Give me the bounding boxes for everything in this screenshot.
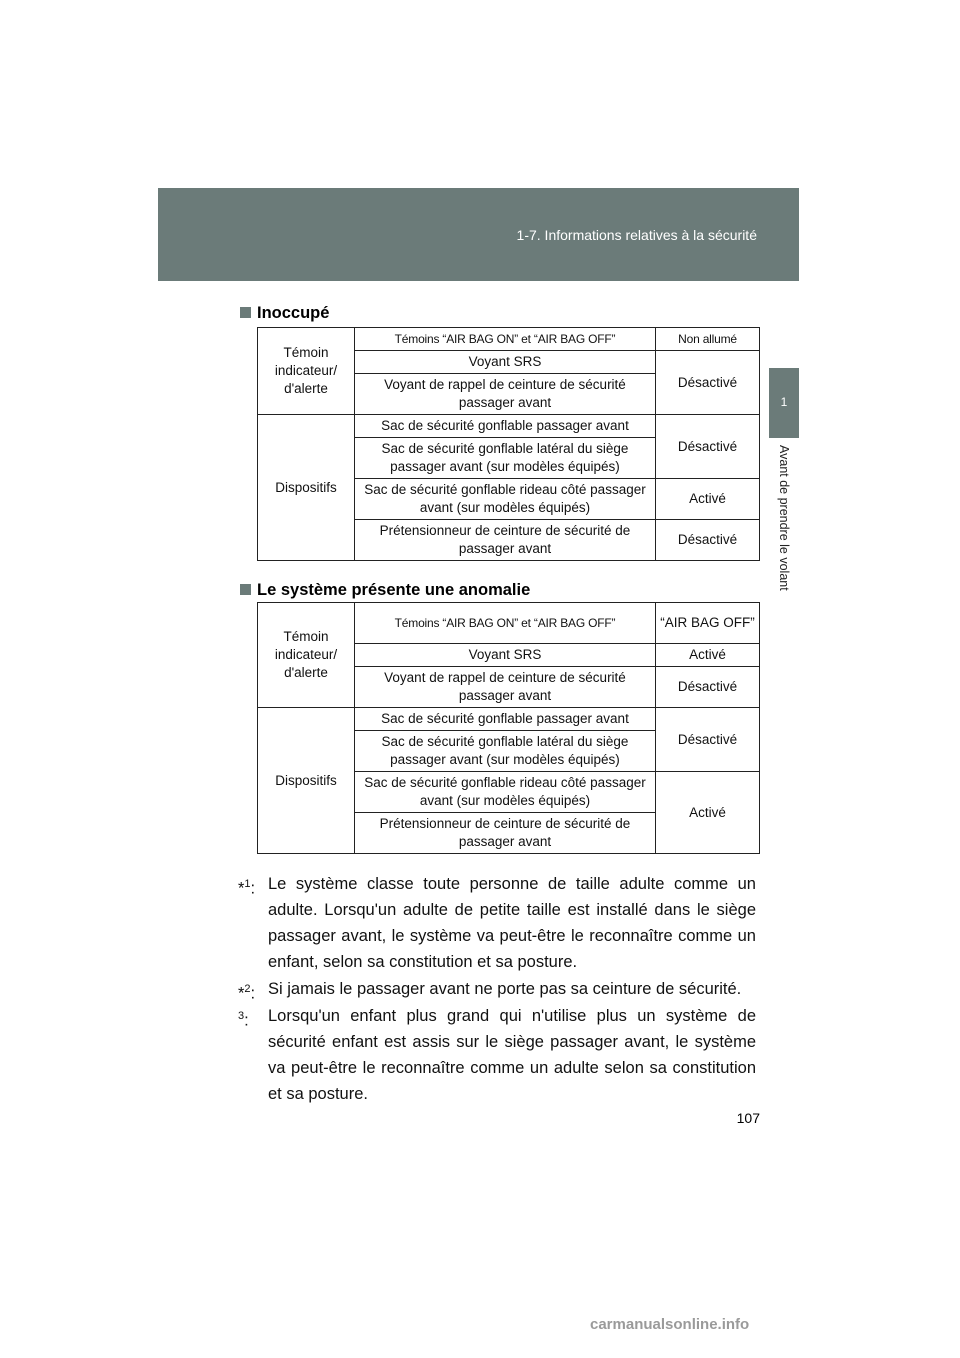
chapter-tab-number: 1 — [780, 395, 788, 409]
group-label-temoin: Témoin indicateur/ d'alerte — [258, 603, 355, 708]
chapter-title: 1-7. Informations relatives à la sécurité — [516, 227, 757, 243]
row-label: Voyant SRS — [355, 644, 656, 667]
section-heading-text: Le système présente une anomalie — [257, 581, 531, 599]
row-label: Sac de sécurité gonflable latéral du siège passager avant (sur modèles équipés) — [355, 438, 656, 479]
section-heading-anomalie — [240, 581, 530, 600]
footnote-1 — [238, 871, 756, 975]
group-label-dispositifs: Dispositifs — [258, 708, 355, 854]
row-value: Non allumé — [656, 328, 760, 351]
row-value: Désactivé — [656, 351, 760, 415]
square-bullet-icon — [240, 584, 251, 595]
row-value: Désactivé — [656, 708, 760, 772]
footnote-3 — [238, 1003, 756, 1107]
row-label: Prétensionneur de ceinture de sécurité de passager avant — [355, 813, 656, 854]
row-label: Sac de sécurité gonflable rideau côté passager avant (sur modèles équipés) — [355, 772, 656, 813]
section-heading-text: Inoccupé — [257, 304, 330, 322]
row-value: Désactivé — [656, 520, 760, 561]
footnote-mark: *$^1$: — [238, 878, 256, 898]
row-label: Sac de sécurité gonflable latéral du siège passager avant (sur modèles équipés) — [355, 731, 656, 772]
row-label: Témoins “AIR BAG ON” et “AIR BAG OFF” — [355, 603, 656, 644]
table-row — [258, 708, 760, 731]
table-row — [258, 603, 760, 644]
table-row — [258, 415, 760, 438]
footnote-2 — [238, 976, 756, 1002]
row-label: Témoins “AIR BAG ON” et “AIR BAG OFF” — [355, 328, 656, 351]
row-value: Désactivé — [656, 667, 760, 708]
footnote-mark: *$^2$: — [238, 983, 256, 1003]
chapter-side-label: Avant de prendre le volant — [777, 445, 791, 591]
group-label-dispositifs: Dispositifs — [258, 415, 355, 561]
table-row — [258, 328, 760, 351]
page-number: 107 — [736, 1110, 760, 1126]
row-label: Voyant SRS — [355, 351, 656, 374]
footnote-text: Si jamais le passager avant ne porte pas sa ceinture de sécurité. — [268, 980, 742, 998]
row-label: Sac de sécurité gonflable passager avant — [355, 708, 656, 731]
section-heading-inoccupe — [240, 304, 329, 323]
row-label: Voyant de rappel de ceinture de sécurité passager avant — [355, 667, 656, 708]
row-label: Sac de sécurité gonflable passager avant — [355, 415, 656, 438]
status-table-inoccupe — [257, 327, 760, 561]
chapter-header-bar — [158, 188, 799, 281]
square-bullet-icon — [240, 307, 251, 318]
row-value: Activé — [656, 479, 760, 520]
row-value: “AIR BAG OFF” — [656, 603, 760, 644]
row-label: Prétensionneur de ceinture de sécurité de passager avant — [355, 520, 656, 561]
row-value: Activé — [656, 772, 760, 854]
footnote-text: Le système classe toute personne de taille adulte comme un adulte. Lorsqu'un adulte de petite taille est installé dans le siège passager avant, le système va peut-être le reconnaître comme un enfant, selon sa constitution et sa posture. — [268, 875, 756, 971]
watermark: carmanualsonline.info — [590, 1316, 750, 1333]
row-label: Voyant de rappel de ceinture de sécurité passager avant — [355, 374, 656, 415]
row-label: Sac de sécurité gonflable rideau côté passager avant (sur modèles équipés) — [355, 479, 656, 520]
row-value: Activé — [656, 644, 760, 667]
footnote-mark: $^3$: — [238, 1010, 249, 1030]
chapter-tab — [769, 368, 799, 438]
footnote-text: Lorsqu'un enfant plus grand qui n'utilise plus un système de sécurité enfant est assis sur le siège passager avant, le système va peut-être le reconnaître comme un adulte selon sa constitution et sa posture. — [268, 1007, 756, 1103]
row-value: Désactivé — [656, 415, 760, 479]
status-table-anomalie — [257, 602, 760, 854]
group-label-temoin: Témoin indicateur/ d'alerte — [258, 328, 355, 415]
